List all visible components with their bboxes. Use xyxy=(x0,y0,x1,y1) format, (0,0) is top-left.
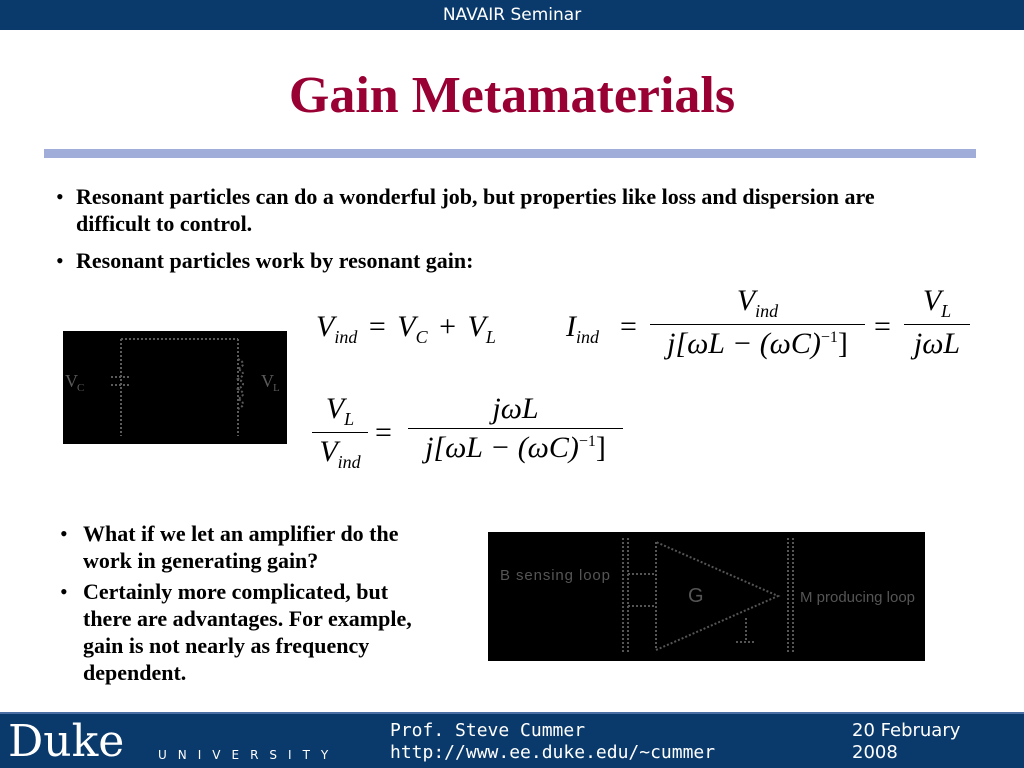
author-name: Prof. Steve Cummer xyxy=(390,720,586,741)
bullet-item: • Resonant particles work by resonant gain: xyxy=(56,247,896,274)
svg-text:C: C xyxy=(77,382,85,394)
equals-sign: = xyxy=(375,416,392,449)
bullet-item: • What if we let an amplifier do the work in generating gain? xyxy=(60,520,440,574)
amp-gain-label: G xyxy=(688,585,704,607)
bullet-item: • Certainly more complicated, but there are advantages. For example, gain is not nearly as frequency dependent. xyxy=(60,578,440,686)
author-url: http://www.ee.duke.edu/~cummer xyxy=(390,742,716,763)
footer-divider xyxy=(0,712,1024,714)
bullet-item: • Resonant particles can do a wonderful job, but properties like loss and dispersion are difficult to control. xyxy=(56,183,896,237)
equals-sign: = xyxy=(874,310,891,343)
equation-voltage-sum: $V_{ind} = V_C + V_L$ xyxy=(316,310,496,347)
amplifier-diagram xyxy=(488,532,925,661)
equals-sign: = xyxy=(620,310,637,343)
top-banner xyxy=(0,0,1024,30)
slide-title: Gain Metamaterials xyxy=(288,67,736,124)
seminar-title: NAVAIR Seminar xyxy=(442,5,582,25)
circuit-label-vc: V xyxy=(65,371,78,391)
producing-loop-label: M producing loop xyxy=(800,589,915,606)
bullet-list-top xyxy=(56,183,896,284)
date-line-1: 20 February xyxy=(852,720,961,741)
footer-bar xyxy=(0,712,1024,768)
duke-logo: Duke xyxy=(8,716,125,767)
fraction-gain-ratio: jωL $j[\omega L - (\omega C)^{-1}]$ xyxy=(408,392,623,465)
title-divider xyxy=(44,149,976,158)
fraction-inductor: $V_L$ jωL xyxy=(904,284,970,361)
footer-author-block xyxy=(390,720,715,764)
bullet-list-bottom xyxy=(60,520,440,690)
svg-text:L: L xyxy=(273,382,280,394)
amplifier-figure xyxy=(488,532,925,661)
fraction-vl-vind: $V_L$ $V_{ind}$ xyxy=(312,392,368,473)
footer-date-block xyxy=(852,720,960,764)
equation-current: $I_{ind}$ xyxy=(566,310,600,347)
circuit-label-vl: V xyxy=(261,371,274,391)
sensing-loop-label: B sensing loop xyxy=(500,567,610,584)
fraction-current: $V_{ind}$ $j[\omega L - (\omega C)^{-1}]$ xyxy=(650,284,865,361)
circuit-diagram xyxy=(63,331,287,444)
university-wordmark: UNIVERSITY xyxy=(158,748,340,762)
date-line-2: 2008 xyxy=(852,742,898,763)
lc-circuit-figure xyxy=(63,331,287,444)
